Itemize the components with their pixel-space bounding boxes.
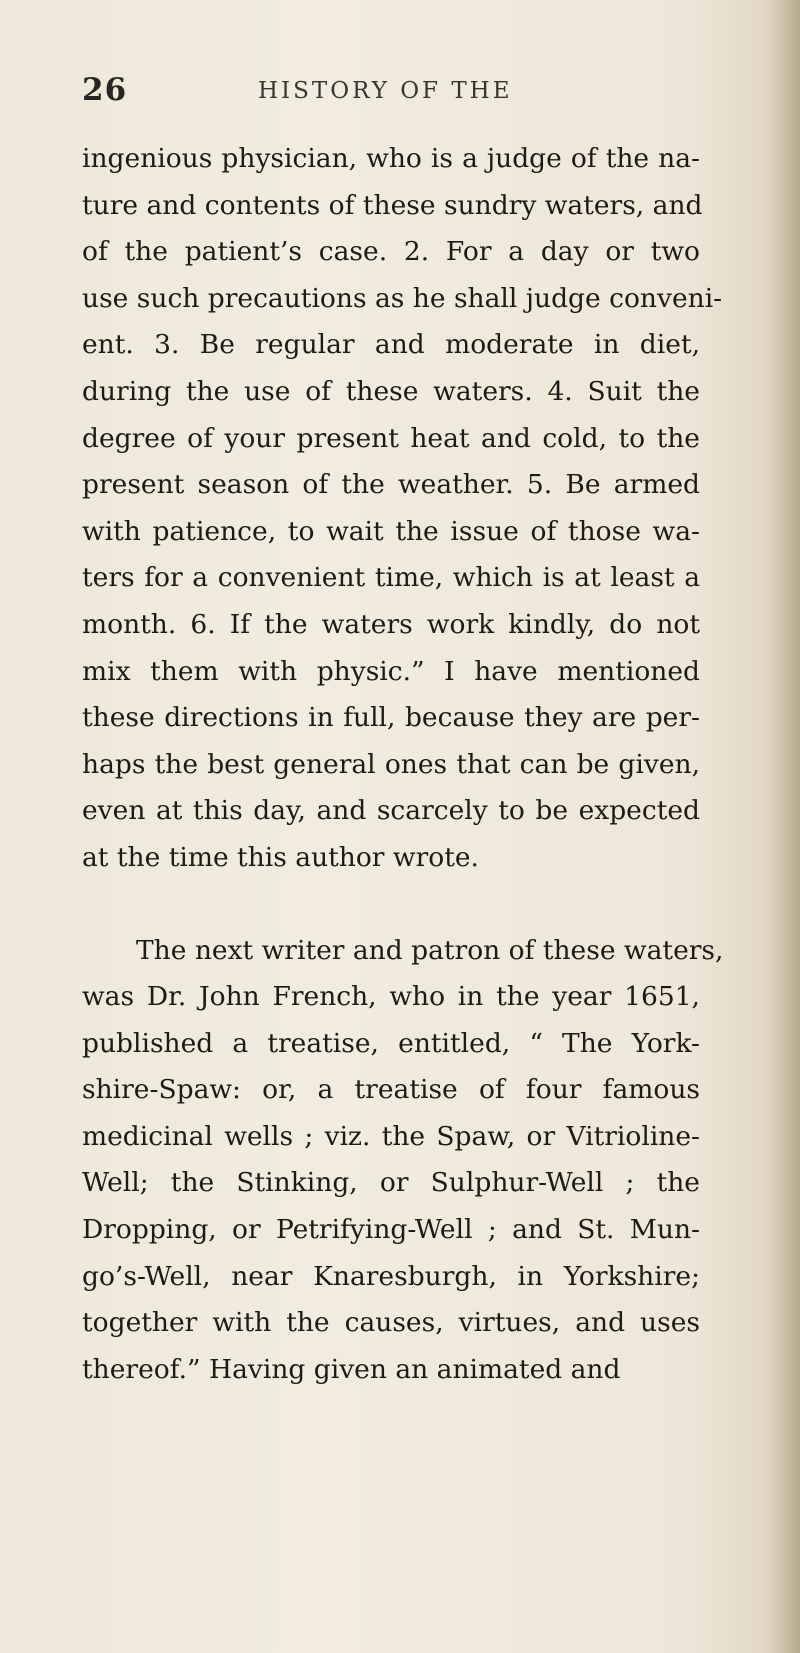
text-line: present season of the weather. 5. Be armed	[82, 469, 700, 501]
text-line: go’s-Well, near Knaresburgh, in Yorkshire;	[82, 1260, 700, 1292]
text-line: mix them with physic.” I have mentioned	[82, 655, 700, 687]
text-line: ters for a convenient time, which is at least a	[82, 562, 700, 594]
text-line: shire-Spaw: or, a treatise of four famous	[82, 1074, 700, 1106]
text-line: Well; the Stinking, or Sulphur-Well ; the	[82, 1167, 700, 1199]
text-line: medicinal wells ; viz. the Spaw, or Vitrioline-	[82, 1120, 700, 1152]
text-line: ent. 3. Be regular and moderate in diet,	[82, 329, 700, 361]
text-line: during the use of these waters. 4. Suit the	[82, 375, 700, 407]
text-line: thereof.” Having given an animated and	[82, 1353, 621, 1385]
running-head: HISTORY OF THE	[258, 78, 513, 104]
text-line: with patience, to wait the issue of those wa-	[82, 515, 700, 547]
page-edge-shadow	[762, 0, 800, 1653]
text-line: was Dr. John French, who in the year 1651,	[82, 981, 700, 1013]
text-line: haps the best general ones that can be given,	[82, 748, 700, 780]
text-line: month. 6. If the waters work kindly, do not	[82, 608, 700, 640]
paragraph-1	[82, 136, 723, 882]
text-line: ingenious physician, who is a judge of the na-	[82, 143, 700, 174]
paragraph-2	[82, 928, 724, 1394]
text-line: these directions in full, because they are per-	[82, 702, 700, 734]
text-line: together with the causes, virtues, and uses	[82, 1307, 700, 1339]
text-line: Dropping, or Petrifying-Well ; and St. Mun-	[82, 1214, 700, 1246]
text-line: at the time this author wrote.	[82, 841, 479, 873]
body-text	[82, 136, 724, 1393]
text-line: of the patient’s case. 2. For a day or two	[82, 236, 700, 268]
text-line: ture and contents of these sundry waters, and	[82, 189, 703, 221]
page-number: 26	[82, 72, 128, 108]
text-line: The next writer and patron of these waters,	[136, 934, 724, 966]
text-line: use such precautions as he shall judge conveni-	[82, 282, 723, 314]
text-line: even at this day, and scarcely to be expected	[82, 795, 700, 827]
text-line: degree of your present heat and cold, to the	[82, 422, 700, 454]
text-line: published a treatise, entitled, “ The York-	[82, 1027, 700, 1059]
page-header	[82, 72, 642, 116]
paragraph-gap	[82, 882, 700, 928]
